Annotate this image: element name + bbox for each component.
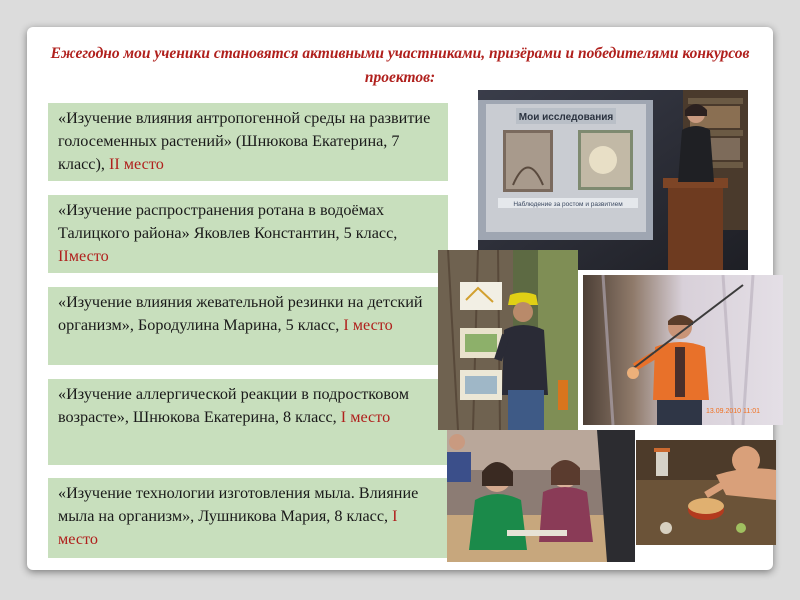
photo-classroom (447, 430, 635, 562)
project-text: «Изучение технологии изготовления мыла. Влияние мыла на организм», Лушникова Мария, 8 класс, (58, 484, 419, 525)
slide-caption-text: Наблюдение за ростом и развитием (513, 201, 623, 208)
project-place: I место (340, 408, 391, 426)
project-place: I место (58, 507, 398, 548)
project-card-2 (48, 195, 448, 273)
project-text: «Изучение аллергической реакции в подростковом возрасте», Шнюкова Екатерина, 8 класс, (58, 385, 409, 426)
photo-date-stamp: 13.09.2010 11:01 (706, 408, 760, 415)
photo-outdoor-stand (438, 250, 578, 430)
project-card-4 (48, 379, 448, 465)
project-place: II место (108, 155, 164, 173)
photo-soap-making (636, 440, 776, 545)
project-place: IIместо (58, 247, 109, 265)
project-text: «Изучение распространения ротана в водоёмах Талицкого района» Яковлев Константин, 5 класс, (58, 201, 398, 242)
project-text: «Изучение влияния антропогенной среды на развитие голосеменных растений» (Шнюкова Екатерина, 7 класс), (58, 109, 431, 173)
project-card-1 (48, 103, 448, 181)
slide-title-text: Мои исследования (518, 112, 614, 123)
photo-presentation (478, 90, 748, 270)
project-place: I место (343, 316, 393, 334)
photo-fishing-boy (583, 275, 783, 425)
project-card-5 (48, 478, 448, 558)
project-text: «Изучение влияния жевательной резинки на детский организм», Бородулина Марина, 5 класс, (58, 293, 423, 334)
project-card-3 (48, 287, 448, 365)
slide-title: Ежегодно мои ученики становятся активными участниками, призёрами и победителями конкурсов проектов: (50, 45, 750, 86)
